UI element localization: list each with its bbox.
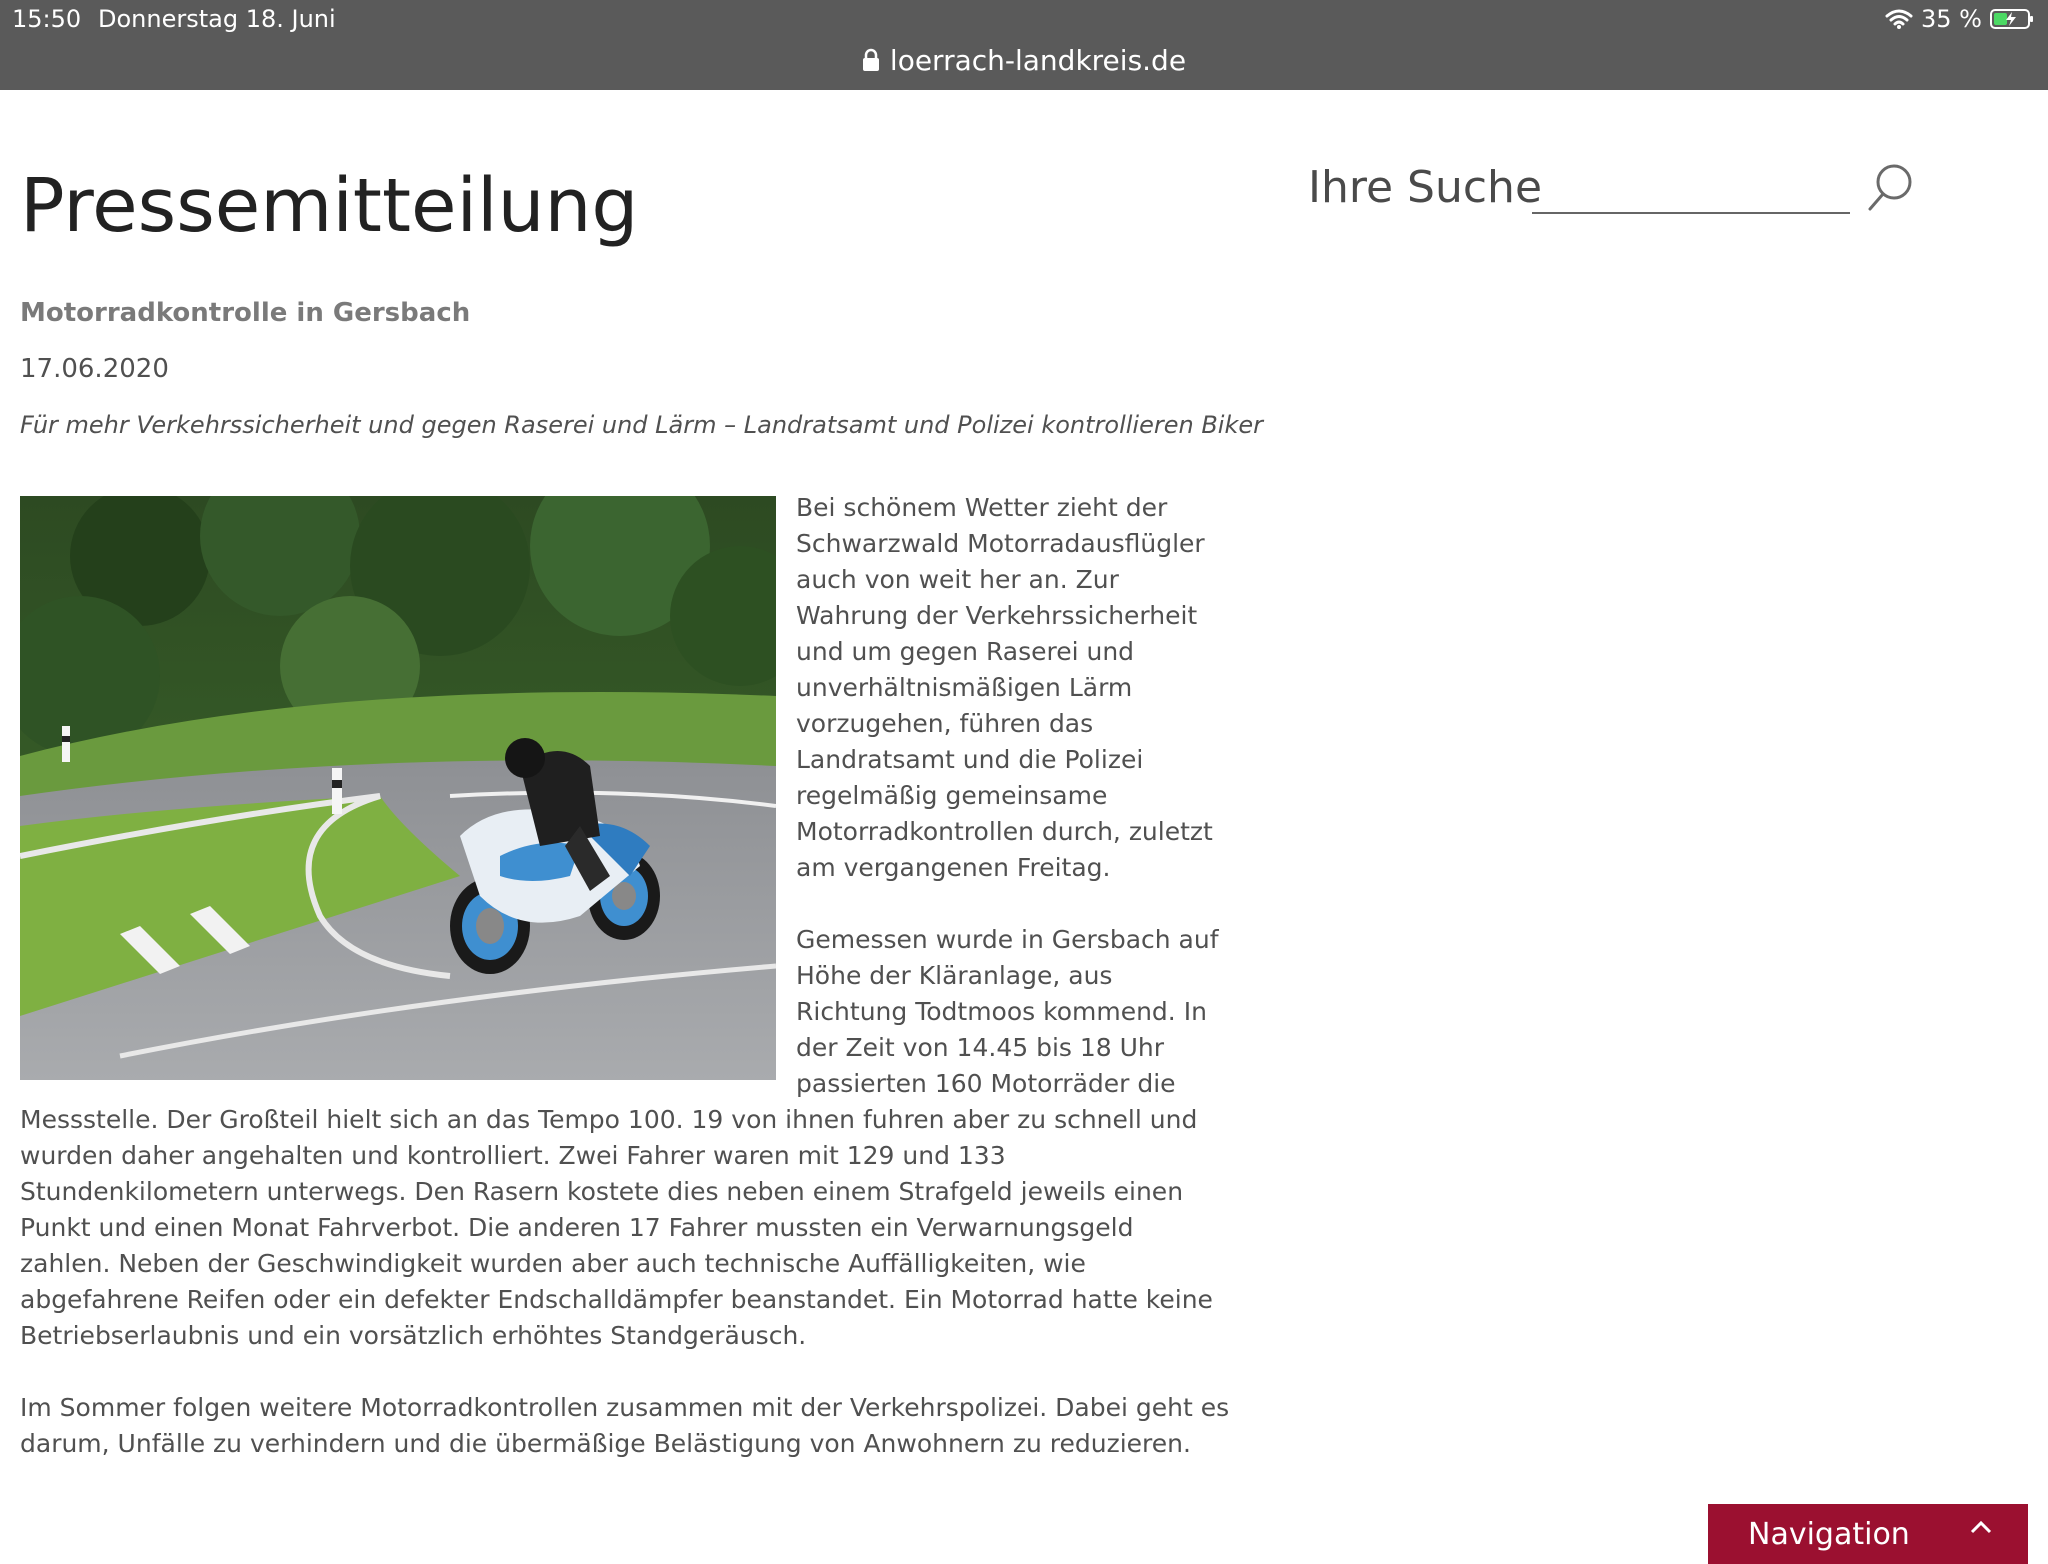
search-icon bbox=[1862, 160, 1918, 216]
motorcycle-photo bbox=[20, 496, 776, 1080]
navigation-button[interactable] bbox=[1708, 1504, 2028, 1564]
address-bar[interactable] bbox=[0, 42, 2048, 78]
article-paragraph: Bei schönem Wetter zieht der Schwarzwald Motorradausflügler auch von weit her an. Zur Wahrung der Verkehrssicherheit und um gegen Raserei und unverhältnismäßigen Lärm vorzugehen, führen das Landratsamt und die Polizei regelmäßig gemeinsame Motorradkontrollen durch, zuletzt am vergangenen Freitag. bbox=[796, 493, 1213, 882]
search-input[interactable] bbox=[1532, 168, 1850, 214]
url-text: loerrach-landkreis.de bbox=[889, 43, 1187, 77]
status-date: Donnerstag 18. Juni bbox=[98, 5, 336, 33]
lock-icon bbox=[862, 48, 880, 72]
wifi-icon bbox=[1885, 8, 1913, 30]
search-form bbox=[1308, 160, 1908, 220]
article-paragraph: Im Sommer folgen weitere Motorradkontrollen zusammen mit der Verkehrspolizei. Dabei geht es darum, Unfälle zu verhindern und die übermäßige Belästigung von Anwohnern zu reduzieren. bbox=[20, 1393, 1230, 1458]
page-title: Pressemitteilung bbox=[20, 163, 639, 249]
article-body bbox=[20, 490, 1230, 1498]
status-time: 15:50 bbox=[12, 5, 82, 33]
search-label: Ihre Suche bbox=[1308, 162, 1543, 213]
article-date: 17.06.2020 bbox=[20, 354, 169, 384]
search-button[interactable] bbox=[1862, 160, 1918, 216]
article-paragraph: Gemessen wurde in Gersbach auf Höhe der Kläranlage, aus Richtung Todtmoos kommend. In der Zeit von 14.45 bis 18 Uhr passierten 160 Motorräder die Messstelle. Der Großteil hielt sich an das Tempo 100. 19 von ihnen fuhren aber zu schnell und wurden daher angehalten und kontrolliert. Zwei Fahrer waren mit 129 und 133 Stundenkilometern unterwegs. Den Rasern kostete dies neben einem Strafgeld jeweils einen Punkt und einen Monat Fahrverbot. Die anderen 17 Fahrer mussten ein Verwarnungsgeld zahlen. Neben der Geschwindigkeit wurden aber auch technische Auffälligkeiten, wie abgefahrene Reifen oder ein defekter Endschalldämpfer beanstandet. Ein Motorrad hatte keine Betriebserlaubnis und ein vorsätzlich erhöhtes Standgeräusch. bbox=[20, 925, 1219, 1350]
browser-status-bar bbox=[0, 0, 2048, 90]
navigation-label: Navigation bbox=[1748, 1516, 1910, 1552]
battery-percent: 35 % bbox=[1921, 5, 1982, 33]
status-indicators bbox=[1885, 4, 2034, 34]
article-heading: Motorradkontrolle in Gersbach bbox=[20, 298, 471, 328]
article-teaser: Für mehr Verkehrssicherheit und gegen Raserei und Lärm – Landratsamt und Polizei kontrollieren Biker bbox=[20, 411, 1263, 439]
chevron-up-icon bbox=[1970, 1520, 1992, 1534]
battery-icon bbox=[1990, 8, 2034, 30]
